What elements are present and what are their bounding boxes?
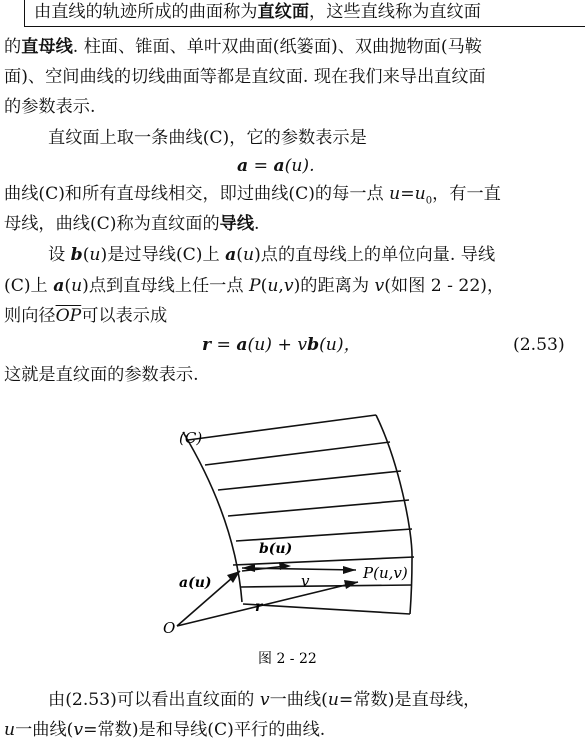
text: , (278, 276, 284, 296)
text: ，这些直线称为直纹面 (309, 2, 481, 22)
text: ( (82, 245, 90, 265)
generator-line-4 (228, 500, 409, 516)
symbol: v (259, 690, 270, 710)
label-P: P(u,v) (363, 564, 408, 582)
para1-line4: 的参数表示. (4, 97, 96, 117)
text: 一曲线( (269, 690, 328, 710)
text: 由直线的轨迹所成的曲面称为 (34, 2, 258, 22)
symbol: u (267, 276, 279, 296)
text: 母线，曲线(C)称为直纹面的 (4, 214, 220, 234)
text: )的距离为 (293, 276, 375, 296)
symbol: u (4, 720, 16, 740)
text: )点到直母线上任一点 (82, 276, 250, 296)
symbol: a (273, 156, 285, 176)
symbol: a (53, 276, 65, 296)
text: 曲线(C)和所有直母线相交，即过曲线(C)的每一点 (4, 184, 390, 204)
text: ( (64, 276, 72, 296)
symbol: a (237, 156, 249, 176)
text: ( (260, 276, 268, 296)
text: (如图 2 - 22)， (384, 276, 505, 296)
text: )是过导线(C)上 (100, 245, 226, 265)
para3-line5: 这就是直纹面的参数表示. (4, 365, 199, 385)
label-r: r (255, 599, 263, 615)
para1-line3: 面)、空间曲线的切线曲面等都是直纹面. 现在我们来导出直纹面 (4, 67, 486, 87)
surface-edge (376, 415, 412, 614)
text: 的 (4, 37, 22, 57)
symbol: u (327, 690, 339, 710)
label-C: (C) (179, 429, 203, 447)
text: )点的直母线上的单位向量. 导线 (254, 245, 496, 265)
text: = (211, 335, 237, 355)
generator-line-5 (236, 529, 412, 541)
para2-line1: 直纹面上取一条曲线(C)，它的参数表示是 (48, 128, 367, 148)
symbol: v (297, 335, 308, 355)
label-b-u: b(u) (259, 541, 293, 557)
symbol: v (283, 276, 294, 296)
text: 一曲线( (15, 720, 74, 740)
label-v: v (301, 572, 310, 590)
symbol: b (307, 335, 320, 355)
symbol: r (202, 335, 212, 355)
term-generator-line: 直母线 (21, 37, 73, 57)
text: ，有一直 (432, 184, 501, 204)
generator-line-8 (243, 604, 410, 614)
text: . 柱面、锥面、单叶双曲面(纸篓面)、双曲抛物面(马鞍 (72, 37, 482, 57)
text: 设 (48, 245, 71, 265)
text: . (254, 214, 260, 234)
label-O: O (163, 619, 176, 637)
text: 则向径 (4, 306, 56, 326)
symbol: v (374, 276, 385, 296)
text: 可以表示成 (81, 306, 168, 326)
arrowhead-v (343, 566, 356, 574)
generator-line-1 (188, 415, 376, 440)
symbol: a (236, 335, 248, 355)
symbol: b (70, 245, 83, 265)
symbol: u (71, 276, 83, 296)
symbol: u (89, 245, 101, 265)
symbol: u (243, 245, 255, 265)
label-a-u: a(u) (179, 575, 212, 591)
text: (u)， (319, 335, 361, 355)
text: 由(2.53)可以看出直纹面的 (48, 690, 260, 710)
para4-line1 (48, 689, 480, 711)
subscript: 0 (425, 195, 433, 207)
symbol: a (225, 245, 237, 265)
generator-line-2 (205, 442, 390, 465)
text: = (248, 156, 274, 176)
text: =常数)是和导线(C)平行的曲线. (83, 720, 326, 740)
para4-line2 (4, 719, 325, 741)
symbol: P (249, 276, 261, 296)
text: = (400, 184, 415, 204)
figure-caption: 图 2 - 22 (258, 651, 317, 667)
symbol: v (73, 720, 84, 740)
vector-OP: $\overline{OP}$ (55, 306, 82, 326)
arrowhead-r (344, 580, 358, 589)
term-ruled-surface: 直纹面 (257, 2, 310, 22)
generator-line-3 (218, 471, 401, 490)
text: ( (236, 245, 244, 265)
text: (u) + (247, 335, 298, 355)
text: (u). (284, 156, 315, 176)
generator-line-7 (241, 585, 412, 587)
symbol: u (389, 184, 401, 204)
text: =常数)是直母线， (338, 690, 481, 710)
equation-number: (2.53) (513, 335, 565, 355)
text: (C)上 (4, 276, 54, 296)
term-directrix: 导线 (219, 214, 255, 234)
symbol: u (414, 184, 426, 204)
